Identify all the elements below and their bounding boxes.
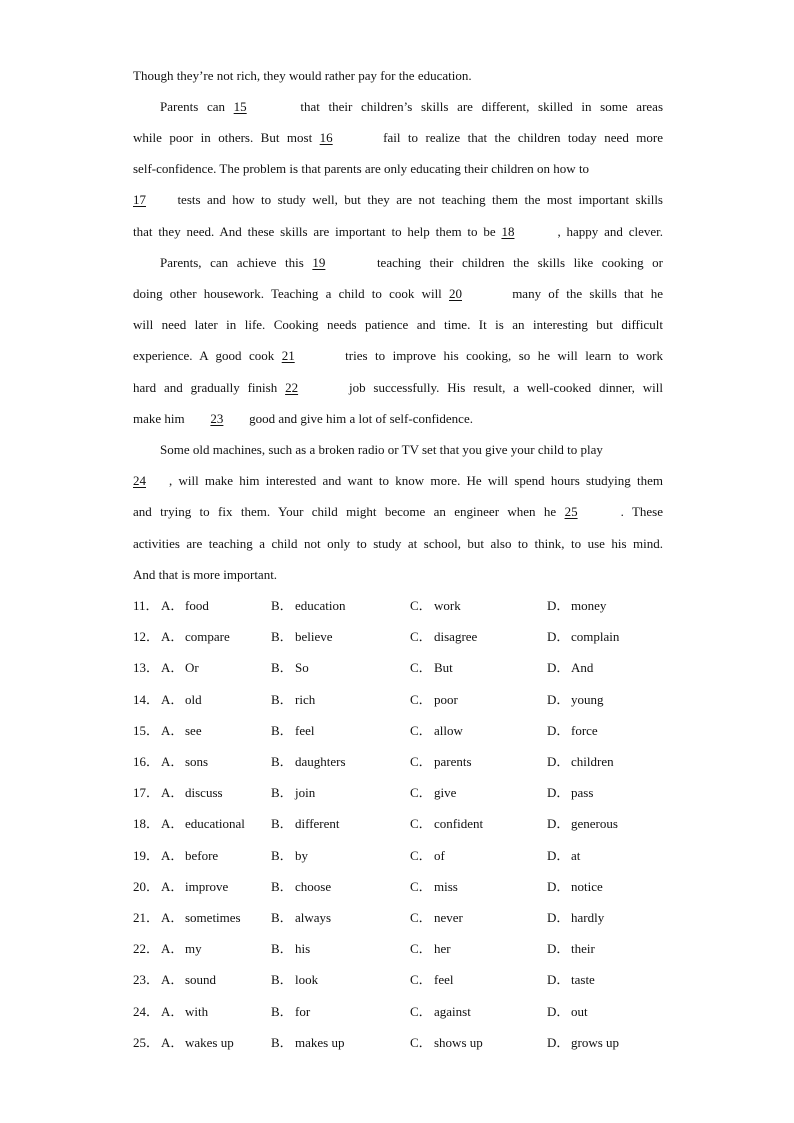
option-text: their — [571, 941, 595, 957]
option-letter: B． — [271, 660, 293, 676]
option-letter: A． — [161, 1003, 184, 1019]
option-letter: B． — [271, 1034, 293, 1050]
option-text: poor — [434, 691, 458, 707]
option-text: old — [185, 691, 202, 707]
option-b[interactable] — [271, 1003, 310, 1021]
option-b[interactable] — [271, 940, 310, 958]
blank-24[interactable]: 24 — [133, 473, 146, 488]
passage-line-1: Though they’re not rich, they would rather pay for the education. — [133, 68, 472, 83]
option-text: But — [434, 660, 453, 676]
option-text: at — [571, 847, 581, 863]
passage-line-9: will need later in life. Cooking needs patience and time. It is an interesting but difficult — [133, 317, 663, 332]
option-letter: A． — [161, 722, 184, 738]
option-a[interactable] — [161, 659, 199, 677]
option-c[interactable] — [410, 847, 445, 865]
option-text: my — [185, 941, 202, 957]
question-number: 24． — [133, 1003, 160, 1019]
option-text: against — [434, 1003, 471, 1019]
option-letter: A． — [161, 754, 184, 769]
option-text: choose — [295, 878, 332, 894]
option-c[interactable] — [410, 940, 451, 958]
option-a[interactable] — [161, 1003, 208, 1021]
option-letter: C． — [410, 847, 432, 863]
option-text: with — [185, 1003, 209, 1019]
option-a[interactable] — [161, 597, 209, 615]
option-letter: D． — [547, 598, 570, 613]
question-number: 19． — [133, 847, 160, 863]
question-row — [133, 722, 663, 740]
option-letter: D． — [547, 941, 570, 957]
option-letter: C． — [410, 972, 432, 988]
option-text: sound — [185, 972, 217, 988]
blank-21[interactable]: 21 — [281, 348, 295, 363]
option-a[interactable] — [161, 847, 218, 865]
option-letter: D． — [547, 816, 570, 832]
question-row — [133, 971, 663, 989]
option-a[interactable] — [161, 909, 241, 927]
option-d[interactable] — [547, 722, 598, 740]
question-number: 16． — [133, 754, 160, 769]
option-c[interactable] — [410, 1034, 483, 1052]
option-letter: A． — [161, 941, 184, 957]
question-number: 13． — [133, 660, 160, 676]
option-text: by — [295, 847, 308, 863]
option-letter: D． — [547, 691, 570, 707]
option-text: discuss — [185, 785, 223, 801]
option-text: makes up — [295, 1034, 345, 1050]
option-text: feel — [295, 722, 315, 738]
option-text: different — [295, 816, 340, 832]
option-text: out — [571, 1003, 588, 1019]
option-letter: A． — [161, 972, 184, 988]
option-b[interactable] — [271, 878, 331, 896]
option-text: her — [434, 941, 451, 957]
option-b[interactable] — [271, 753, 346, 771]
option-d[interactable] — [547, 691, 604, 709]
option-text: never — [434, 910, 463, 925]
option-letter: A． — [161, 785, 184, 801]
question-row — [133, 659, 663, 677]
option-letter: C． — [410, 910, 432, 925]
option-letter: D． — [547, 1003, 570, 1019]
option-b[interactable] — [271, 691, 315, 709]
passage-line-4: self-confidence. The problem is that parents are only educating their children on how to — [133, 160, 663, 178]
blank-18[interactable]: 18 — [501, 224, 515, 239]
option-b[interactable] — [271, 628, 333, 646]
passage-line-11: hard and gradually finish 22 job successfully. His result, a well-cooked dinner, will — [133, 380, 664, 395]
question-number: 25． — [133, 1034, 160, 1050]
option-text: join — [295, 785, 316, 801]
option-a[interactable] — [161, 878, 228, 896]
option-b[interactable] — [271, 971, 318, 989]
option-text: before — [185, 847, 219, 863]
option-text: his — [295, 941, 311, 957]
blank-23[interactable]: 23 — [210, 411, 224, 426]
option-d[interactable] — [547, 971, 595, 989]
passage-line-3: while poor in others. But most 16 fail to realize that the children today need more — [133, 130, 663, 145]
option-text: So — [295, 660, 309, 676]
option-b[interactable] — [271, 1034, 344, 1052]
question-number: 14． — [133, 691, 160, 707]
option-letter: A． — [161, 847, 184, 863]
option-letter: A． — [161, 878, 184, 894]
passage-line-17: And that is more important. — [133, 567, 278, 582]
option-a[interactable] — [161, 815, 245, 833]
option-text: notice — [571, 878, 603, 894]
option-text: wakes up — [185, 1034, 234, 1050]
question-row — [133, 878, 663, 896]
option-text: daughters — [295, 754, 346, 769]
option-d[interactable] — [547, 1003, 588, 1021]
option-text: of — [434, 847, 445, 863]
option-letter: D． — [547, 910, 570, 925]
blank-17-start — [592, 160, 612, 178]
option-text: pass — [571, 785, 594, 801]
question-number: 17． — [133, 785, 160, 801]
question-row — [133, 597, 663, 615]
option-text: feel — [434, 972, 454, 988]
blank-17[interactable]: 17 — [133, 192, 146, 207]
option-text: sometimes — [185, 910, 241, 925]
option-text: education — [295, 598, 346, 613]
question-number: 11． — [133, 598, 159, 613]
option-letter: C． — [410, 629, 432, 645]
option-text: improve — [185, 878, 229, 894]
option-b[interactable] — [271, 597, 346, 615]
question-row — [133, 1003, 663, 1021]
passage-line-13: Some old machines, such as a broken radio or TV set that you give your child to play — [160, 441, 663, 459]
option-letter: D． — [547, 754, 570, 769]
passage-line-12: make him 23 good and give him a lot of self-confidence. — [133, 411, 473, 426]
option-d[interactable] — [547, 628, 619, 646]
question-row — [133, 1034, 663, 1052]
option-c[interactable] — [410, 628, 477, 646]
option-text: work — [434, 598, 461, 613]
option-letter: A． — [161, 816, 184, 832]
option-text: money — [571, 598, 607, 613]
option-text: Or — [185, 660, 199, 676]
passage-line-16: activities are teaching a child not only to study at school, but also to think, to use his mind. — [133, 536, 663, 551]
question-number: 22． — [133, 941, 160, 957]
option-letter: C． — [410, 878, 432, 894]
question-row — [133, 691, 663, 709]
option-b[interactable] — [271, 659, 309, 677]
option-c[interactable] — [410, 691, 458, 709]
option-letter: A． — [161, 691, 184, 707]
option-text: parents — [434, 754, 472, 769]
question-row — [133, 815, 663, 833]
option-text: sons — [185, 754, 209, 769]
option-text: children — [571, 754, 614, 769]
option-letter: D． — [547, 1034, 570, 1050]
question-number: 20． — [133, 878, 160, 894]
question-row — [133, 753, 663, 771]
option-letter: C． — [410, 1003, 432, 1019]
option-a[interactable] — [161, 971, 216, 989]
option-b[interactable] — [271, 847, 308, 865]
option-letter: C． — [410, 816, 432, 832]
option-b[interactable] — [271, 722, 314, 740]
blank-15[interactable]: 15 — [233, 99, 247, 114]
option-letter: C． — [410, 754, 432, 769]
option-letter: D． — [547, 629, 570, 645]
option-a[interactable] — [161, 1034, 234, 1052]
passage-line-8: doing other housework. Teaching a child to cook will 20 many of the skills that he — [133, 286, 663, 301]
option-d[interactable] — [547, 597, 606, 615]
option-text: see — [185, 722, 202, 738]
option-letter: B． — [271, 910, 293, 925]
blank-16[interactable]: 16 — [319, 130, 333, 145]
option-d[interactable] — [547, 878, 603, 896]
passage-line-14: 24 , will make him interested and want to know more. He will spend hours studying them — [133, 473, 663, 488]
option-c[interactable] — [410, 753, 472, 771]
option-text: taste — [571, 972, 595, 988]
option-d[interactable] — [547, 909, 604, 927]
option-a[interactable] — [161, 628, 230, 646]
option-letter: B． — [271, 629, 293, 645]
option-letter: B． — [271, 847, 293, 863]
option-letter: B． — [271, 972, 293, 988]
option-c[interactable] — [410, 659, 453, 677]
option-d[interactable] — [547, 1034, 619, 1052]
question-number: 21． — [133, 910, 160, 925]
option-a[interactable] — [161, 940, 202, 958]
option-c[interactable] — [410, 1003, 471, 1021]
option-letter: B． — [271, 785, 293, 801]
option-letter: D． — [547, 722, 570, 738]
passage-line-5: 17 tests and how to study well, but they are not teaching them the most important skills — [133, 192, 663, 207]
option-text: for — [295, 1003, 311, 1019]
question-row — [133, 628, 663, 646]
question-row — [133, 909, 663, 927]
option-text: believe — [295, 629, 333, 645]
option-text: complain — [571, 629, 620, 645]
option-text: disagree — [434, 629, 478, 645]
option-d[interactable] — [547, 659, 593, 677]
option-letter: B． — [271, 754, 293, 769]
option-letter: B． — [271, 816, 293, 832]
option-letter: B． — [271, 598, 293, 613]
option-text: food — [185, 598, 209, 613]
option-text: confident — [434, 816, 484, 832]
option-letter: A． — [161, 629, 184, 645]
option-c[interactable] — [410, 784, 456, 802]
option-letter: A． — [161, 1034, 184, 1050]
option-letter: C． — [410, 598, 432, 613]
option-text: miss — [434, 878, 458, 894]
option-letter: C． — [410, 1034, 432, 1050]
option-c[interactable] — [410, 909, 463, 927]
option-text: grows up — [571, 1034, 620, 1050]
option-d[interactable] — [547, 815, 618, 833]
option-text: look — [295, 972, 319, 988]
option-text: shows up — [434, 1034, 483, 1050]
option-d[interactable] — [547, 753, 614, 771]
question-number: 18． — [133, 816, 160, 832]
question-row — [133, 847, 663, 865]
passage-line-15: and trying to fix them. Your child might become an engineer when he 25 . These — [133, 504, 663, 519]
option-letter: B． — [271, 1003, 293, 1019]
option-letter: A． — [161, 598, 184, 613]
option-text: force — [571, 722, 598, 738]
option-text: generous — [571, 816, 618, 832]
option-text: educational — [185, 816, 245, 832]
passage-line-10: experience. A good cook 21 tries to improve his cooking, so he will learn to work — [133, 348, 664, 363]
question-number: 23． — [133, 972, 160, 988]
option-c[interactable] — [410, 722, 463, 740]
option-letter: A． — [161, 910, 184, 925]
option-text: compare — [185, 629, 230, 645]
question-row — [133, 784, 663, 802]
passage-line-2: Parents can 15 that their children’s skills are different, skilled in some areas — [160, 99, 664, 114]
blank-22[interactable]: 22 — [285, 380, 299, 395]
option-letter: C． — [410, 785, 432, 801]
option-letter: B． — [271, 691, 293, 707]
option-letter: D． — [547, 785, 570, 801]
option-text: give — [434, 785, 457, 801]
option-letter: D． — [547, 878, 570, 894]
blank-19[interactable]: 19 — [312, 255, 326, 270]
option-text: And — [571, 660, 594, 676]
question-row — [133, 940, 663, 958]
option-a[interactable] — [161, 691, 202, 709]
option-c[interactable] — [410, 597, 461, 615]
option-letter: C． — [410, 660, 432, 676]
option-d[interactable] — [547, 940, 595, 958]
option-letter: D． — [547, 660, 570, 676]
option-c[interactable] — [410, 971, 453, 989]
option-letter: C． — [410, 722, 432, 738]
option-text: allow — [434, 722, 463, 738]
blank-24-start — [609, 441, 625, 459]
option-letter: B． — [271, 941, 293, 957]
option-letter: C． — [410, 691, 432, 707]
option-a[interactable] — [161, 784, 223, 802]
option-a[interactable] — [161, 722, 202, 740]
option-b[interactable] — [271, 909, 331, 927]
question-number: 15． — [133, 722, 160, 738]
option-d[interactable] — [547, 784, 593, 802]
option-b[interactable] — [271, 815, 340, 833]
option-text: rich — [295, 691, 316, 707]
option-letter: A． — [161, 660, 184, 676]
option-text: young — [571, 691, 604, 707]
blank-25[interactable]: 25 — [564, 504, 578, 519]
option-letter: D． — [547, 972, 570, 988]
option-letter: D． — [547, 847, 570, 863]
option-letter: B． — [271, 878, 293, 894]
option-c[interactable] — [410, 815, 483, 833]
option-a[interactable] — [161, 753, 208, 771]
option-letter: B． — [271, 722, 293, 738]
option-c[interactable] — [410, 878, 458, 896]
option-d[interactable] — [547, 847, 580, 865]
blank-20[interactable]: 20 — [449, 286, 462, 301]
option-text: always — [295, 910, 332, 925]
passage-line-6: that they need. And these skills are important to help them to be 18 , happy and clever. — [133, 224, 663, 239]
passage-line-7: Parents, can achieve this 19 teaching their children the skills like cooking or — [160, 255, 663, 270]
option-b[interactable] — [271, 784, 315, 802]
option-letter: C． — [410, 941, 432, 957]
option-text: hardly — [571, 910, 605, 925]
question-number: 12． — [133, 629, 160, 645]
